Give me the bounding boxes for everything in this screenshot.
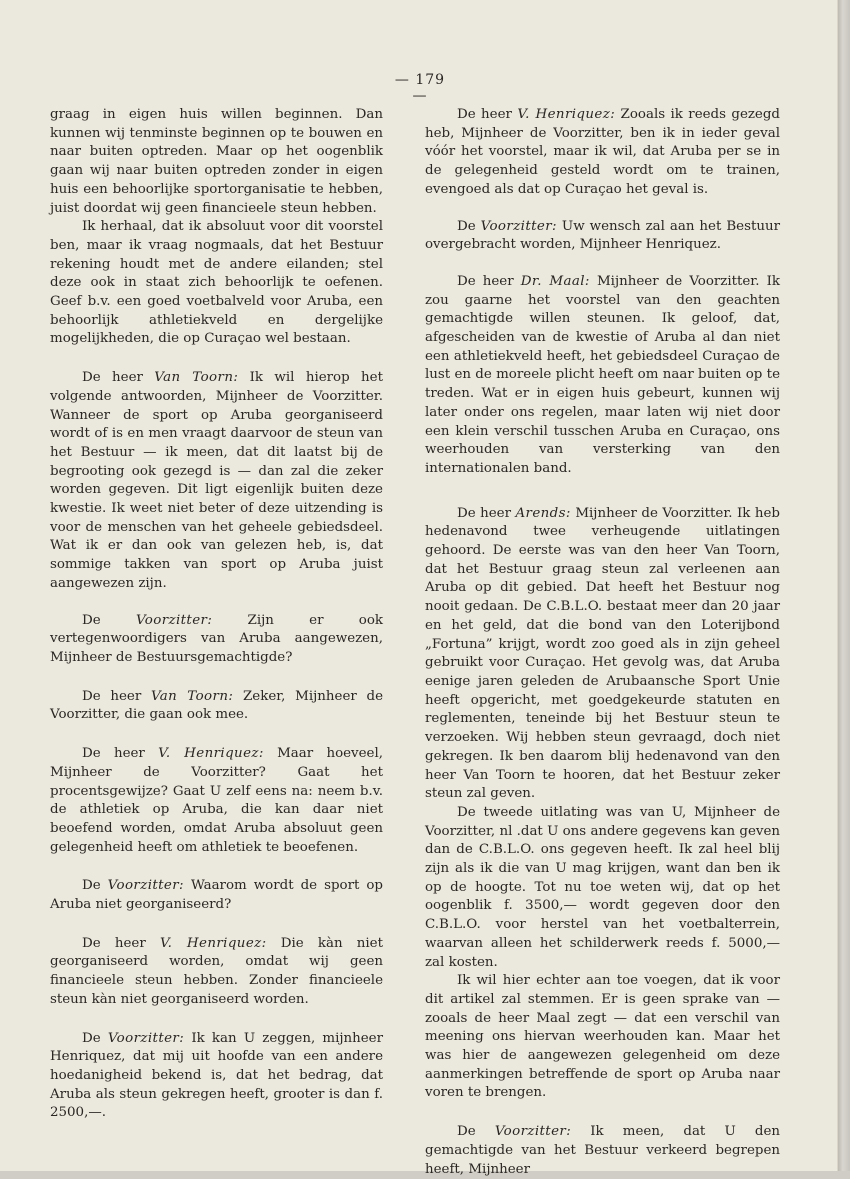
speaker-name: Arends: [515,505,571,521]
paragraph: De heer Van Toorn: Ik wil hierop het volgende antwoorden, Mijnheer de Voorzitter. Wanneer de sport op Aruba georganiseerd wordt of is en men vraagt daarvoor de steun van het Bestuur — ik meen, dat dit laatst bij de begrooting ook gezegd is — dan zal die zeker worden gegeven. Dit ligt eigenlijk buiten deze kwestie. Ik weet niet beter of deze uitzending is voor de menschen van het geheele gebiedsdeel. Wat ik er dan ook van gelezen heb, is, dat sommige takken van sport op Aruba juist aangewezen zijn. [50,370,383,591]
paragraph: De heer Dr. Maal: Mijnheer de Voorzitter. Ik zou gaarne het voorstel van den geachten gemachtigde willen steunen. Ik geloof, dat, afgescheiden van de kwestie of Aruba al dan niet een athletiekveld heeft, het gebiedsdeel Curaçao de lust en de moreele plicht heeft om naar buiten op te treden. Wat er in eigen huis gebeurt, kunnen wij later onder ons regelen, maar laten wij niet door een klein verschil tusschen Aruba en Curaçao, ons weerhouden van versterking van den internationalen band. [425,273,780,476]
left-column [50,106,383,1123]
right-column [425,106,780,1179]
paragraph: Ik wil hier echter aan toe voegen, dat ik voor dit artikel zal stemmen. Er is geen sprake van — zooals de heer Maal zegt — dat een verschil van meening ons hiervan weerhouden kan. Maar het was hier de aangewezen gelegenheid om deze aanmerkingen betreffende de sport op Aruba naar voren te brengen. [425,973,780,1101]
speaker-name: Voorzitter: [494,1124,572,1140]
paragraph: De heer Van Toorn: Zeker, Mijnheer de Voorzitter, die gaan ook mee. [50,688,383,723]
speaker-name: V. Henriquez: [158,746,264,762]
paragraph: De Voorzitter: Zijn er ook vertegenwoordigers van Aruba aangewezen, Mijnheer de Bestuursgemachtigde? [50,612,383,665]
speaker-name: Dr. Maal: [520,273,590,289]
paragraph: De heer V. Henriquez: Maar hoeveel, Mijnheer de Voorzitter? Gaat het procentsgewijze? Gaat U zelf eens na: neem b.v. de athletiek op Aruba, die kan daar niet beoefend worden, omdat Aruba absoluut geen gelegenheid heeft om athletiek te beoefenen. [50,746,384,855]
paragraph: De Voorzitter: Ik meen, dat U den gemachtigde van het Bestuur verkeerd begrepen heeft, Mijnheer [425,1124,780,1177]
paragraph: De heer V. Henriquez: Zooals ik reeds gezegd heb, Mijnheer de Voorzitter, ben ik in ieder geval vóór het voorstel, maar ik wil, dat Aruba per se in de gelegenheid gesteld wordt om te trainen, evengoed als dat op Curaçao het geval is. [425,107,780,197]
speaker-name: Voorzitter: [480,218,557,234]
paragraph: De heer Arends: Mijnheer de Voorzitter. Ik heb hedenavond twee verheugende uitlatingen gehoord. De eerste was van den heer Van Toorn, dat het Bestuur graag steun zal verleenen aan Aruba op dit gebied. Dat heeft het Bestuur nog nooit gedaan. De C.B.L.O. bestaat meer dan 20 jaar en het geld, dat die bond van den Loterijbond „Fortuna” krijgt, wordt zoo goed als in zijn geheel gebruikt voor Curaçao. Het gevolg was, dat Aruba eenige jaren geleden de Arubaansche Sport Unie heeft opgericht, met goedgekeurde statuten en reglementen, teneinde bij het Bestuur steun te verzoeken. Wij hebben steun gevraagd, doch niet gekregen. Ik ben daarom blij hedenavond van den heer Van Toorn te hooren, dat het Bestuur zeker steun zal geven. [425,505,780,802]
paragraph: graag in eigen huis willen beginnen. Dan kunnen wij tenminste beginnen op te bouwen en naar buiten optreden. Maar op het oogenblik gaan wij naar buiten optreden zonder in eigen huis een behoorlijke sportorganisatie te hebben, juist doordat wij geen financieele steun hebben. [50,107,383,216]
paragraph: De Voorzitter: Waarom wordt de sport op Aruba niet georganiseerd? [50,878,383,913]
speaker-name: V. Henriquez: [517,107,616,122]
speaker-name: V. Henriquez: [159,935,267,951]
paragraph: De Voorzitter: Uw wensch zal aan het Bestuur overgebracht worden, Mijnheer Henriquez. [425,218,780,253]
paragraph: Ik herhaal, dat ik absoluut voor dit voorstel ben, maar ik vraag nogmaals, dat het Bestuur rekening houdt met de andere eilanden; stel deze ook in staat zich behoorlijk te oefenen. Geef b.v. een goed voetbalveld voor Aruba, een behoorlijk athletiekveld en dergelijke mogelijkheden, die op Curaçao wel bestaan. [50,219,383,347]
speaker-name: Van Toorn: [154,370,239,386]
paragraph: De tweede uitlating was van U, Mijnheer de Voorzitter, nl .dat U ons andere gegevens kan geven dan de C.B.L.O. ons gegeven heeft. Ik zal heel blij zijn als ik die van U mag krijgen, want dan ben ik op de hoogte. Tot nu toe weten wij, dat op het oogenblik f. 3500,— wordt gegeven door den C.B.L.O. voor herstel van het voetbalterrein, waarvan alleen het schilderwerk reeds f. 5000,— zal kosten. [425,804,780,970]
paragraph: De Voorzitter: Ik kan U zeggen, mijnheer Henriquez, dat mij uit hoofde van een andere hoedanigheid bekend is, dat het bedrag, dat Aruba als steun gekregen heeft, grooter is dan f. 2500,—. [50,1030,384,1121]
paragraph: De heer V. Henriquez: Die kàn niet georganiseerd worden, omdat wij geen financieele steun hebben. Zonder financieele steun kàn niet georganiseerd worden. [50,935,383,1007]
binding-edge [838,0,850,1171]
speaker-name: Voorzitter: [107,1030,185,1046]
speaker-name: Van Toorn: [150,688,234,704]
page-number: — 179 — [394,72,446,104]
speaker-name: Voorzitter: [107,878,184,894]
speaker-name: Voorzitter: [135,612,213,628]
